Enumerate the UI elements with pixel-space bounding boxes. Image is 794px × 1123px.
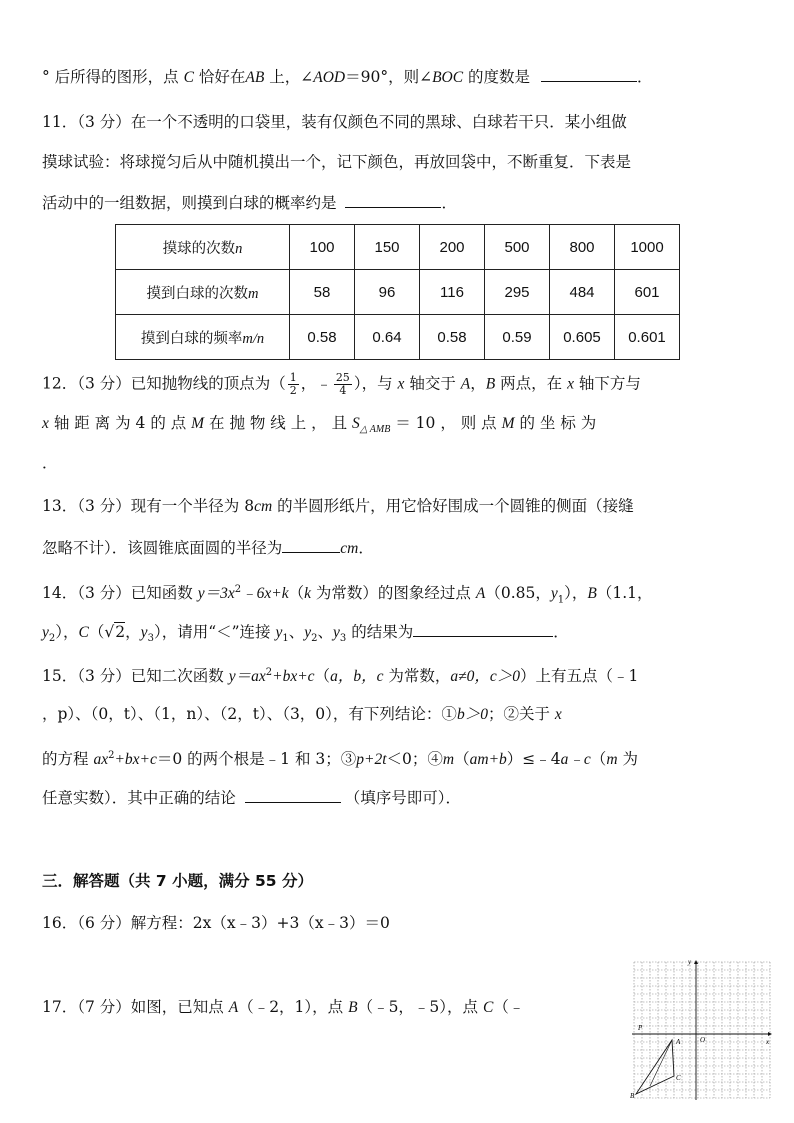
point-p-label: P bbox=[638, 1024, 643, 1032]
q11-score: （3 分） bbox=[77, 113, 131, 131]
q15-conclusion-4: m bbox=[606, 751, 618, 769]
fraction-25-over-4: $\frac{25}{4}$ bbox=[335, 371, 350, 397]
q10-text: 上，∠ bbox=[264, 68, 314, 86]
q13-line2 bbox=[42, 537, 374, 560]
q13-text: 的半圆形纸片，用它恰好围成一个圆锥的侧面（接缝 bbox=[272, 497, 634, 515]
table-cell: 500 bbox=[485, 225, 550, 270]
q11-number: 11． bbox=[42, 113, 78, 131]
q13-period: ． bbox=[358, 539, 374, 557]
q12-point-a: A bbox=[460, 375, 471, 393]
table-cell: 601 bbox=[615, 270, 680, 315]
table-cell: 100 bbox=[290, 225, 355, 270]
q12-text: 的 坐 标 为 bbox=[514, 414, 597, 432]
q14-var-y: y bbox=[550, 585, 558, 603]
q14-period: ． bbox=[553, 623, 569, 641]
q14-text: （ bbox=[88, 623, 105, 641]
q13-score: （3 分） bbox=[77, 497, 131, 515]
point-a-label: A bbox=[676, 1038, 681, 1046]
q17-text: 如图，已知点 bbox=[130, 998, 229, 1016]
table-cell: 116 bbox=[420, 270, 485, 315]
q12-text: 已知抛物线的顶点为（ bbox=[130, 374, 286, 393]
q14-point-c: C bbox=[78, 624, 89, 641]
q10-answer-blank[interactable] bbox=[541, 67, 637, 82]
q14-number: 14． bbox=[42, 584, 78, 603]
q14-answer-blank[interactable] bbox=[413, 622, 553, 637]
q14-var-y: y bbox=[140, 624, 148, 641]
q14-line1 bbox=[42, 579, 653, 611]
q10-tail-line bbox=[42, 66, 652, 89]
origin-label: O bbox=[700, 1036, 706, 1044]
table-row-header: 摸到白球的次数m bbox=[116, 270, 290, 315]
q14-text: 为常数）的图象经过点 bbox=[311, 584, 476, 603]
table-cell: 0.601 bbox=[615, 315, 680, 360]
q15-score: （3 分） bbox=[77, 667, 131, 686]
table-cell: 0.605 bbox=[550, 315, 615, 360]
q14-text: （0.85， bbox=[485, 584, 551, 603]
q12-period: ． bbox=[42, 454, 58, 472]
q13-text: 现有一个半径为 8 bbox=[130, 497, 255, 515]
q12-text: 轴下方与 bbox=[573, 374, 641, 393]
q12-text: 轴 距 离 为 4 的 点 bbox=[48, 414, 192, 432]
q15-conclusion-1: b＞0 bbox=[456, 706, 488, 723]
q14-text: 、 bbox=[288, 623, 305, 641]
q15-text: （ bbox=[314, 667, 331, 686]
frequency-table bbox=[115, 224, 680, 360]
q14-subscript: 3 bbox=[339, 633, 347, 645]
q17-number: 17． bbox=[42, 998, 78, 1016]
q16-number: 16． bbox=[42, 914, 78, 932]
q10-angle-aod: AOD bbox=[313, 69, 346, 86]
q17-text: （﹣5，﹣5），点 bbox=[357, 998, 483, 1016]
q12-text: ＝ 10 ， 则 点 bbox=[390, 414, 502, 432]
q10-angle-boc: BOC bbox=[432, 69, 464, 86]
q15-line2 bbox=[42, 703, 562, 726]
q14-radicand: 2 bbox=[115, 623, 126, 641]
q17-point-b: B bbox=[348, 999, 358, 1016]
q12-area-s: S bbox=[352, 415, 360, 432]
q11-period: ． bbox=[441, 194, 457, 212]
q13-answer-blank[interactable] bbox=[282, 538, 340, 553]
q14-point-b: B bbox=[587, 585, 597, 603]
q12-text: 轴交于 bbox=[404, 374, 461, 393]
q15-superscript: 2 bbox=[265, 667, 273, 678]
q15-text: 任意实数）．其中正确的结论 bbox=[42, 789, 236, 807]
q12-score: （3 分） bbox=[77, 374, 131, 393]
coordinate-grid-figure bbox=[630, 958, 774, 1102]
q15-answer-blank[interactable] bbox=[245, 788, 341, 803]
q11-line2 bbox=[42, 151, 631, 173]
q14-subscript: 2 bbox=[48, 633, 56, 645]
q15-text: 已知二次函数 bbox=[130, 667, 229, 686]
q14-var-y: y bbox=[275, 624, 283, 641]
q12-area-subscript: △ AMB bbox=[359, 424, 391, 436]
q11-answer-blank[interactable] bbox=[345, 193, 441, 208]
q15-function: y＝ax bbox=[228, 668, 266, 686]
q15-line3 bbox=[42, 745, 638, 771]
q15-condition: a≠0，c＞0 bbox=[450, 668, 521, 686]
q10-segment-ab: AB bbox=[245, 69, 265, 86]
point-b-label: B bbox=[630, 1092, 635, 1100]
point-c-label: C bbox=[676, 1074, 681, 1082]
q10-point-c: C bbox=[183, 69, 194, 86]
q13-text: 忽略不计）．该圆锥底面圆的半径为 bbox=[42, 539, 283, 557]
q11-line3 bbox=[42, 192, 457, 214]
q12-line2 bbox=[42, 412, 596, 441]
q11-text: 在一个不透明的口袋里，装有仅颜色不同的黑球、白球若干只．某小组做 bbox=[130, 113, 627, 131]
table-row-header: 摸到白球的频率m/n bbox=[116, 315, 290, 360]
q10-text: 恰好在 bbox=[193, 68, 246, 86]
q15-conclusion-4: am+b bbox=[469, 751, 507, 769]
q15-equation: +bx+c bbox=[114, 751, 157, 769]
q14-line2 bbox=[42, 621, 569, 650]
section-title: 三．解答题（共 7 小题，满分 55 分） bbox=[42, 872, 313, 890]
q14-point-a: A bbox=[475, 585, 486, 603]
table-cell: 295 bbox=[485, 270, 550, 315]
q15-number: 15． bbox=[42, 667, 78, 686]
q14-text: （1.1， bbox=[596, 584, 653, 603]
q13-number: 13． bbox=[42, 497, 78, 515]
q12-var-x: x bbox=[42, 415, 49, 432]
q14-var-y: y bbox=[304, 624, 312, 641]
triangle-inner-line bbox=[650, 1040, 672, 1086]
table-row bbox=[116, 270, 680, 315]
q12-line1 bbox=[42, 372, 641, 397]
q10-text: ＝90°，则∠ bbox=[345, 68, 433, 86]
q14-text: 的结果为 bbox=[346, 623, 414, 641]
q10-text: ° 后所得的图形，点 bbox=[42, 68, 184, 86]
q17-point-a: A bbox=[228, 999, 239, 1016]
q15-text: （填序号即可）． bbox=[344, 789, 461, 807]
q15-text: ）≤﹣4 bbox=[506, 750, 561, 769]
q12-line3 bbox=[42, 452, 58, 474]
q17-score: （7 分） bbox=[77, 998, 131, 1016]
q17-text: （﹣ bbox=[493, 998, 525, 1016]
q15-line1 bbox=[42, 662, 638, 688]
q15-line4 bbox=[42, 787, 461, 809]
q12-text: ，﹣ bbox=[300, 374, 332, 393]
q15-text: 为常数， bbox=[383, 667, 451, 686]
q14-score: （3 分） bbox=[77, 584, 131, 603]
q13-unit: cm bbox=[254, 498, 273, 515]
q11-text: 摸球试验：将球搅匀后从中随机摸出一个，记下颜色，再放回袋中，不断重复．下表是 bbox=[42, 153, 632, 171]
q13-unit: cm bbox=[340, 540, 359, 557]
table-row bbox=[116, 315, 680, 360]
q17-point-c: C bbox=[482, 999, 494, 1016]
grid-lines bbox=[634, 962, 770, 1098]
y-axis-label: y bbox=[688, 958, 692, 966]
q12-text: ， bbox=[470, 374, 486, 393]
q15-superscript: 2 bbox=[108, 750, 115, 761]
sqrt-icon: √ bbox=[104, 623, 115, 641]
q14-var-y: y bbox=[333, 624, 340, 641]
q14-subscript: 2 bbox=[311, 633, 318, 645]
q15-text: ；②关于 bbox=[487, 705, 555, 723]
q14-subscript: 1 bbox=[557, 594, 565, 606]
table-cell: 800 bbox=[550, 225, 615, 270]
q16-text: 解方程：2x（x﹣3）+3（x﹣3）＝0 bbox=[130, 914, 390, 932]
q15-function: +bx+c bbox=[272, 668, 315, 686]
q14-text: 、 bbox=[317, 623, 334, 641]
q16-score: （6 分） bbox=[77, 914, 131, 932]
q11-line1 bbox=[42, 111, 627, 133]
q14-function: ﹣6x+k bbox=[241, 585, 289, 603]
table-row-header: 摸球的次数n bbox=[116, 225, 290, 270]
q15-vars: a，b，c bbox=[330, 668, 384, 686]
table-cell: 200 bbox=[420, 225, 485, 270]
q11-text: 活动中的一组数据，则摸到白球的概率约是 bbox=[42, 194, 337, 212]
q14-subscript: 1 bbox=[282, 633, 289, 645]
q15-text: ，p）、（0，t）、（1，n）、（2，t）、（3，0），有下列结论：① bbox=[42, 705, 457, 723]
q13-line1 bbox=[42, 495, 634, 518]
q15-text: ）上有五点（﹣1 bbox=[520, 667, 639, 686]
q15-text: 的方程 bbox=[42, 750, 94, 769]
q15-text: （ bbox=[454, 750, 470, 769]
x-axis-label: x bbox=[766, 1038, 770, 1046]
q14-text: ），请用“＜”连接 bbox=[153, 623, 276, 641]
table-cell: 0.58 bbox=[420, 315, 485, 360]
q15-text: （ bbox=[590, 750, 607, 769]
q16-line bbox=[42, 912, 390, 934]
q12-number: 12． bbox=[42, 374, 78, 393]
q14-text: ）， bbox=[564, 584, 588, 603]
q12-point-m: M bbox=[501, 415, 515, 432]
q15-conclusion-4: a﹣c bbox=[560, 751, 591, 769]
table-cell: 96 bbox=[355, 270, 420, 315]
q14-text: （ bbox=[288, 584, 305, 603]
q12-point-b: B bbox=[485, 375, 496, 393]
table-cell: 0.64 bbox=[355, 315, 420, 360]
q14-subscript: 3 bbox=[147, 633, 154, 645]
q14-text: ）， bbox=[55, 623, 79, 641]
q14-text: ， bbox=[125, 623, 141, 641]
q15-conclusion-3: p+2t bbox=[356, 751, 387, 769]
q12-var-x: x bbox=[567, 375, 574, 393]
fraction-one-half: $\frac{1}{2}$ bbox=[289, 371, 297, 397]
table-row bbox=[116, 225, 680, 270]
table-cell: 150 bbox=[355, 225, 420, 270]
q12-point-m: M bbox=[191, 415, 205, 432]
q12-text: ），与 bbox=[353, 374, 398, 393]
q12-text: 两点，在 bbox=[495, 374, 568, 393]
q15-text: ＝0 的两个根是﹣1 和 3；③ bbox=[156, 750, 357, 769]
q12-var-x: x bbox=[397, 375, 405, 393]
table-cell: 1000 bbox=[615, 225, 680, 270]
q17-text: （﹣2，1），点 bbox=[238, 998, 349, 1016]
q14-text: 已知函数 bbox=[130, 584, 198, 603]
q14-function: y＝3x bbox=[197, 585, 235, 603]
q15-var-x: x bbox=[554, 706, 562, 723]
q17-line bbox=[42, 996, 524, 1019]
q15-text: 为 bbox=[617, 750, 638, 769]
q15-conclusion-4: m bbox=[442, 751, 455, 769]
table-cell: 0.58 bbox=[290, 315, 355, 360]
q12-text: 在 抛 物 线 上 ， 且 bbox=[204, 414, 353, 432]
table-cell: 484 bbox=[550, 270, 615, 315]
q10-period: ． bbox=[636, 68, 653, 86]
q14-var-k: k bbox=[304, 585, 311, 603]
q15-text: ＜0；④ bbox=[386, 750, 443, 769]
q10-text: 的度数是 bbox=[463, 68, 531, 86]
q14-var-y: y bbox=[42, 624, 49, 641]
table-cell: 58 bbox=[290, 270, 355, 315]
q14-superscript: 2 bbox=[234, 584, 242, 595]
q15-equation: ax bbox=[93, 751, 109, 769]
table-cell: 0.59 bbox=[485, 315, 550, 360]
